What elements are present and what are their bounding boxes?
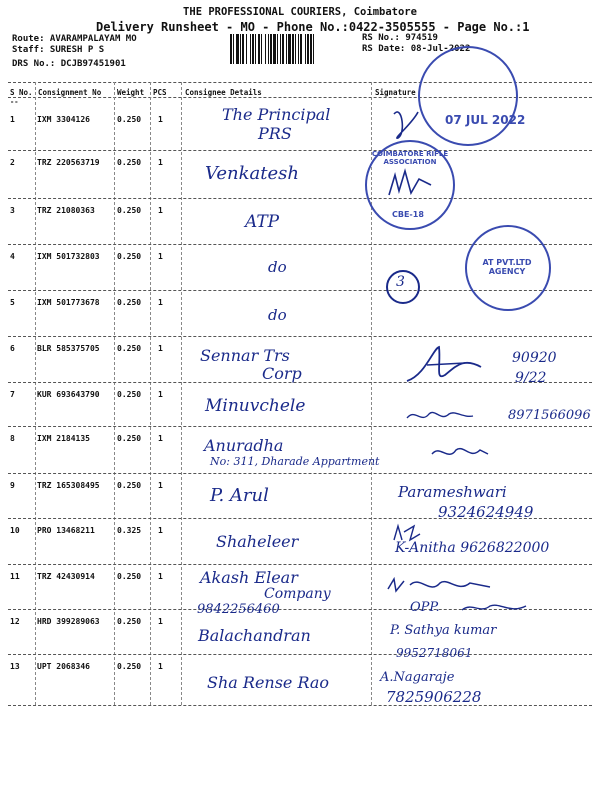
row-weight: 0.250 — [117, 390, 142, 399]
col-pcs: PCS — [153, 88, 167, 97]
col-divider — [150, 82, 151, 705]
row-weight: 0.250 — [117, 252, 142, 261]
row-consignment: PRO 13468211 — [37, 526, 95, 535]
row-pcs: 1 — [158, 617, 163, 626]
row-weight: 0.250 — [117, 662, 142, 671]
row-sno: 1 — [10, 115, 15, 124]
row-pcs: 1 — [158, 115, 163, 124]
col-weight: Weight — [117, 88, 145, 97]
row-sno: 7 — [10, 390, 15, 399]
row-consignment: IXM 3304126 — [37, 115, 90, 124]
row-sno: 13 — [10, 662, 20, 671]
signature-mark-6 — [405, 345, 485, 389]
col-signature: Signature — [375, 88, 416, 97]
consignee-hw-12: Balachandran — [198, 626, 311, 645]
col-sno: S No. — [10, 88, 33, 97]
row-weight: 0.250 — [117, 434, 142, 443]
drs-number: DRS No.: DCJB97451901 — [12, 59, 126, 69]
company-seal-stamp — [418, 46, 518, 146]
row-pcs: 1 — [158, 434, 163, 443]
row-sno: 10 — [10, 526, 20, 535]
consignee-hw-6b: Corp — [262, 364, 302, 383]
consignee-hw-2: Venkatesh — [205, 163, 299, 184]
consignee-hw-3: ATP — [245, 212, 280, 232]
row-pcs: 1 — [158, 298, 163, 307]
row-sno: 4 — [10, 252, 15, 261]
rs-number: RS No.: 974519 — [362, 33, 438, 43]
row-sno: 9 — [10, 481, 15, 490]
row-weight: 0.250 — [117, 344, 142, 353]
signature-mark-11b — [460, 600, 530, 616]
row-weight: 0.250 — [117, 617, 142, 626]
row-consignment: UPT 2068346 — [37, 662, 90, 671]
row-weight: 0.250 — [117, 481, 142, 490]
sig13-name: A.Nagaraje — [380, 670, 455, 685]
consignee-hw-6: Sennar Trs — [200, 346, 290, 365]
row-sno: 12 — [10, 617, 20, 626]
association-name: COIMBATORE RIFLE ASSOCIATION — [371, 150, 449, 166]
consignee-hw-5: do — [268, 306, 287, 324]
consignee-hw-7: Minuvchele — [205, 396, 306, 416]
sig6-date: 9/22 — [515, 370, 547, 386]
col-consignment: Consignment No — [38, 88, 102, 97]
sig12-name: P. Sathya kumar — [390, 623, 497, 638]
signature-mark-2 — [385, 165, 435, 205]
sig11-label: OPP. — [410, 600, 440, 615]
row-consignment: TRZ 42430914 — [37, 572, 95, 581]
row-consignment: TRZ 220563719 — [37, 158, 100, 167]
row-consignment: TRZ 165308495 — [37, 481, 100, 490]
row-pcs: 1 — [158, 390, 163, 399]
table-bottom-rule — [8, 705, 592, 706]
consignee-hw-9: P. Arul — [210, 485, 269, 506]
row-weight: 0.325 — [117, 526, 142, 535]
row-separator — [8, 426, 592, 427]
signature-mark-7 — [405, 404, 475, 426]
signature-mark-11 — [386, 575, 496, 597]
row-sno: 8 — [10, 434, 15, 443]
row-pcs: 1 — [158, 481, 163, 490]
col-divider — [181, 82, 182, 705]
sig9-name: Parameshwari — [398, 483, 507, 501]
consignee-hw-10: Shaheleer — [216, 532, 299, 551]
association-code: CBE-18 — [392, 210, 424, 219]
row-pcs: 1 — [158, 526, 163, 535]
header-dashes: -- — [10, 98, 19, 106]
sig6-number: 90920 — [512, 350, 557, 366]
row-sno: 6 — [10, 344, 15, 353]
consignee-hw-4: do — [268, 258, 287, 276]
col-divider — [114, 82, 115, 705]
row-pcs: 1 — [158, 206, 163, 215]
row-separator — [8, 654, 592, 655]
row-separator — [8, 473, 592, 474]
row-consignment: HRD 399289063 — [37, 617, 100, 626]
runsheet-title: Delivery Runsheet - MO - Phone No.:0422-3505555 - Page No.:1 — [96, 20, 530, 34]
sig12-number: 9952718061 — [396, 646, 473, 660]
consignee-hw-11: Akash Elear — [200, 568, 298, 587]
row-consignment: BLR 585375705 — [37, 344, 100, 353]
row-consignment: IXM 501732803 — [37, 252, 100, 261]
row-separator — [8, 198, 592, 199]
circled-number-text: 3 — [396, 274, 405, 290]
consignee-hw-8b: No: 311, Dharade Appartment — [210, 455, 380, 468]
row-separator — [8, 564, 592, 565]
row-weight: 0.250 — [117, 572, 142, 581]
date-stamp: 07 JUL 2022 — [445, 113, 526, 127]
sig13-number: 7825906228 — [386, 688, 482, 706]
agency-name: AT PVT.LTD AGENCY — [482, 258, 532, 276]
row-pcs: 1 — [158, 252, 163, 261]
row-consignment: IXM 2184135 — [37, 434, 90, 443]
row-weight: 0.250 — [117, 158, 142, 167]
barcode — [230, 34, 352, 64]
row-separator — [8, 150, 592, 151]
consignee-hw-11b: Company — [264, 586, 331, 602]
row-weight: 0.250 — [117, 206, 142, 215]
row-pcs: 1 — [158, 344, 163, 353]
row-sno: 3 — [10, 206, 15, 215]
row-consignment: KUR 693643790 — [37, 390, 100, 399]
consignee-hw-1: The Principal — [222, 105, 331, 124]
row-pcs: 1 — [158, 662, 163, 671]
company-title: THE PROFESSIONAL COURIERS, Coimbatore — [183, 6, 417, 18]
row-consignment: TRZ 21080363 — [37, 206, 95, 215]
row-consignment: IXM 501773678 — [37, 298, 100, 307]
consignee-hw-11c: 9842256460 — [197, 602, 280, 617]
route-label: Route: AVARAMPALAYAM MO — [12, 34, 137, 44]
staff-label: Staff: SURESH P S — [12, 45, 105, 55]
consignee-hw-1b: PRS — [258, 124, 292, 143]
rs-date: RS Date: 08-Jul-2022 — [362, 44, 471, 54]
signature-mark-8 — [430, 442, 490, 464]
consignee-hw-13: Sha Rense Rao — [207, 673, 330, 692]
barcode-bar — [314, 34, 316, 64]
consignee-hw-8: Anuradha — [204, 436, 284, 455]
col-consignee: Consignee Details — [185, 88, 262, 97]
row-separator — [8, 336, 592, 337]
sig9-number: 9324624949 — [438, 503, 534, 521]
row-weight: 0.250 — [117, 115, 142, 124]
row-pcs: 1 — [158, 158, 163, 167]
sig7-number: 8971566096 — [508, 408, 591, 423]
row-sno: 5 — [10, 298, 15, 307]
col-divider — [35, 82, 36, 705]
row-weight: 0.250 — [117, 298, 142, 307]
row-pcs: 1 — [158, 572, 163, 581]
sig10-name: K-Anitha 9626822000 — [395, 540, 550, 556]
row-sno: 2 — [10, 158, 15, 167]
row-sno: 11 — [10, 572, 20, 581]
